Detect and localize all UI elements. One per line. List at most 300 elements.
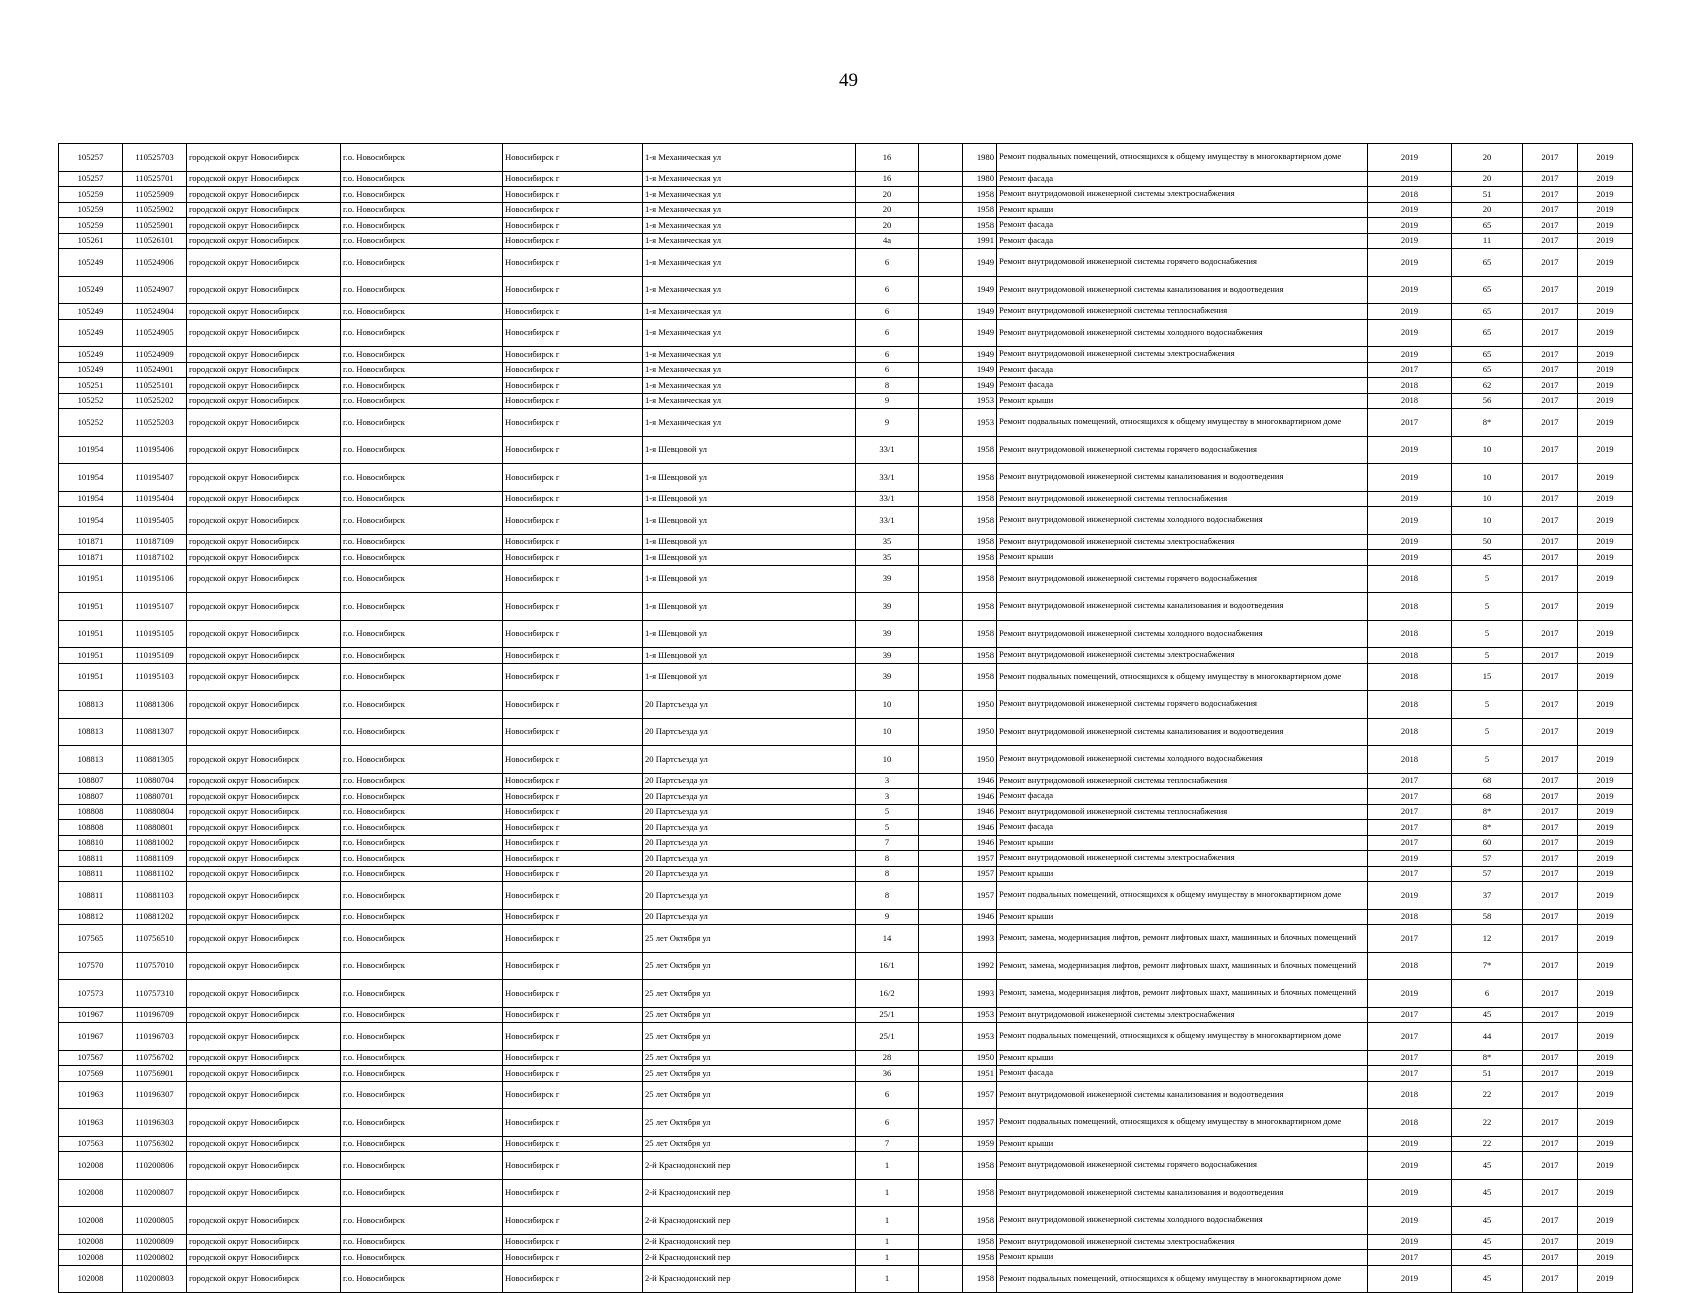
wear-percent-cell: 45	[1452, 1234, 1523, 1250]
street-cell: 1-я Шевцовой ул	[643, 491, 856, 507]
planned-year-cell: 2019	[1368, 1234, 1452, 1250]
build-year-cell: 1953	[963, 409, 997, 437]
building-cell	[919, 820, 963, 836]
locality-cell: Новосибирск г	[503, 534, 643, 550]
street-cell: 20 Партсъезда ул	[643, 691, 856, 719]
period-end-cell: 2019	[1578, 851, 1633, 867]
record-id-cell: 110525703	[123, 144, 187, 172]
work-type-cell: Ремонт внутридомовой инженерной системы горячего водоснабжения	[997, 565, 1368, 593]
table-row	[59, 249, 1633, 277]
house-id-cell: 105249	[59, 347, 123, 363]
record-id-cell: 110525101	[123, 378, 187, 394]
build-year-cell: 1958	[963, 187, 997, 203]
locality-cell: Новосибирск г	[503, 550, 643, 566]
street-cell: 1-я Механическая ул	[643, 304, 856, 320]
building-cell	[919, 746, 963, 774]
street-cell: 25 лет Октября ул	[643, 952, 856, 980]
record-id-cell: 110526101	[123, 233, 187, 249]
settlement-cell: г.о. Новосибирск	[341, 565, 503, 593]
planned-year-cell: 2017	[1368, 773, 1452, 789]
table-row	[59, 1265, 1633, 1293]
locality-cell: Новосибирск г	[503, 835, 643, 851]
house-id-cell: 108807	[59, 773, 123, 789]
period-end-cell: 2019	[1578, 1207, 1633, 1235]
municipal-district-cell: городской округ Новосибирск	[187, 187, 341, 203]
street-cell: 2-й Краснодонский пер	[643, 1250, 856, 1266]
work-type-cell: Ремонт внутридомовой инженерной системы электроснабжения	[997, 851, 1368, 867]
street-cell: 1-я Механическая ул	[643, 218, 856, 234]
period-end-cell: 2019	[1578, 187, 1633, 203]
building-cell	[919, 1066, 963, 1082]
locality-cell: Новосибирск г	[503, 249, 643, 277]
building-cell	[919, 866, 963, 882]
planned-year-cell: 2017	[1368, 835, 1452, 851]
work-type-cell: Ремонт фасада	[997, 378, 1368, 394]
build-year-cell: 1958	[963, 491, 997, 507]
work-type-cell: Ремонт внутридомовой инженерной системы теплоснабжения	[997, 491, 1368, 507]
house-number-cell: 16	[856, 144, 919, 172]
house-number-cell: 28	[856, 1050, 919, 1066]
work-type-cell: Ремонт подвальных помещений, относящихся к общему имуществу в многоквартирном доме	[997, 1265, 1368, 1293]
period-end-cell: 2019	[1578, 1023, 1633, 1051]
period-end-cell: 2019	[1578, 393, 1633, 409]
planned-year-cell: 2019	[1368, 144, 1452, 172]
municipal-district-cell: городской округ Новосибирск	[187, 718, 341, 746]
table-row	[59, 1234, 1633, 1250]
street-cell: 1-я Шевцовой ул	[643, 464, 856, 492]
house-id-cell: 102008	[59, 1179, 123, 1207]
building-cell	[919, 565, 963, 593]
work-type-cell: Ремонт, замена, модернизация лифтов, ремонт лифтовых шахт, машинных и блочных помещений	[997, 952, 1368, 980]
planned-year-cell: 2019	[1368, 249, 1452, 277]
building-cell	[919, 304, 963, 320]
wear-percent-cell: 22	[1452, 1136, 1523, 1152]
record-id-cell: 110200803	[123, 1265, 187, 1293]
wear-percent-cell: 8*	[1452, 820, 1523, 836]
record-id-cell: 110524907	[123, 276, 187, 304]
build-year-cell: 1953	[963, 1023, 997, 1051]
wear-percent-cell: 45	[1452, 1250, 1523, 1266]
municipal-district-cell: городской округ Новосибирск	[187, 202, 341, 218]
build-year-cell: 1958	[963, 218, 997, 234]
street-cell: 1-я Механическая ул	[643, 233, 856, 249]
locality-cell: Новосибирск г	[503, 820, 643, 836]
house-id-cell: 107573	[59, 980, 123, 1008]
house-id-cell: 108811	[59, 866, 123, 882]
build-year-cell: 1951	[963, 1066, 997, 1082]
table-row	[59, 1007, 1633, 1023]
period-end-cell: 2019	[1578, 464, 1633, 492]
wear-percent-cell: 5	[1452, 691, 1523, 719]
build-year-cell: 1957	[963, 882, 997, 910]
settlement-cell: г.о. Новосибирск	[341, 1109, 503, 1137]
house-number-cell: 10	[856, 746, 919, 774]
table-row	[59, 1152, 1633, 1180]
municipal-district-cell: городской округ Новосибирск	[187, 534, 341, 550]
locality-cell: Новосибирск г	[503, 464, 643, 492]
settlement-cell: г.о. Новосибирск	[341, 378, 503, 394]
build-year-cell: 1958	[963, 663, 997, 691]
house-number-cell: 1	[856, 1234, 919, 1250]
building-cell	[919, 550, 963, 566]
wear-percent-cell: 65	[1452, 249, 1523, 277]
table-row	[59, 593, 1633, 621]
house-number-cell: 20	[856, 218, 919, 234]
record-id-cell: 110880704	[123, 773, 187, 789]
settlement-cell: г.о. Новосибирск	[341, 1023, 503, 1051]
building-cell	[919, 1109, 963, 1137]
house-number-cell: 9	[856, 409, 919, 437]
record-id-cell: 110195107	[123, 593, 187, 621]
house-number-cell: 25/1	[856, 1007, 919, 1023]
locality-cell: Новосибирск г	[503, 1179, 643, 1207]
municipal-district-cell: городской округ Новосибирск	[187, 1179, 341, 1207]
period-start-cell: 2017	[1523, 980, 1578, 1008]
locality-cell: Новосибирск г	[503, 1109, 643, 1137]
planned-year-cell: 2019	[1368, 851, 1452, 867]
record-id-cell: 110881103	[123, 882, 187, 910]
street-cell: 1-я Шевцовой ул	[643, 436, 856, 464]
period-end-cell: 2019	[1578, 550, 1633, 566]
planned-year-cell: 2017	[1368, 1023, 1452, 1051]
street-cell: 25 лет Октября ул	[643, 925, 856, 953]
wear-percent-cell: 44	[1452, 1023, 1523, 1051]
table-row	[59, 952, 1633, 980]
building-cell	[919, 691, 963, 719]
work-type-cell: Ремонт, замена, модернизация лифтов, ремонт лифтовых шахт, машинных и блочных помещений	[997, 925, 1368, 953]
house-id-cell: 105249	[59, 249, 123, 277]
house-id-cell: 101871	[59, 550, 123, 566]
table-row	[59, 773, 1633, 789]
building-cell	[919, 1136, 963, 1152]
settlement-cell: г.о. Новосибирск	[341, 925, 503, 953]
planned-year-cell: 2017	[1368, 1250, 1452, 1266]
work-type-cell: Ремонт внутридомовой инженерной системы электроснабжения	[997, 1007, 1368, 1023]
record-id-cell: 110881202	[123, 909, 187, 925]
wear-percent-cell: 45	[1452, 1179, 1523, 1207]
settlement-cell: г.о. Новосибирск	[341, 171, 503, 187]
period-start-cell: 2017	[1523, 565, 1578, 593]
wear-percent-cell: 22	[1452, 1109, 1523, 1137]
work-type-cell: Ремонт внутридомовой инженерной системы горячего водоснабжения	[997, 1152, 1368, 1180]
settlement-cell: г.о. Новосибирск	[341, 1081, 503, 1109]
building-cell	[919, 1081, 963, 1109]
settlement-cell: г.о. Новосибирск	[341, 866, 503, 882]
table-row	[59, 663, 1633, 691]
settlement-cell: г.о. Новосибирск	[341, 233, 503, 249]
locality-cell: Новосибирск г	[503, 789, 643, 805]
record-id-cell: 110880804	[123, 804, 187, 820]
record-id-cell: 110525202	[123, 393, 187, 409]
settlement-cell: г.о. Новосибирск	[341, 820, 503, 836]
building-cell	[919, 534, 963, 550]
work-type-cell: Ремонт подвальных помещений, относящихся к общему имуществу в многоквартирном доме	[997, 1109, 1368, 1137]
building-cell	[919, 202, 963, 218]
period-start-cell: 2017	[1523, 464, 1578, 492]
locality-cell: Новосибирск г	[503, 233, 643, 249]
planned-year-cell: 2019	[1368, 534, 1452, 550]
build-year-cell: 1946	[963, 804, 997, 820]
table-row	[59, 1081, 1633, 1109]
house-number-cell: 25/1	[856, 1023, 919, 1051]
wear-percent-cell: 10	[1452, 464, 1523, 492]
table-row	[59, 276, 1633, 304]
locality-cell: Новосибирск г	[503, 409, 643, 437]
work-type-cell: Ремонт внутридомовой инженерной системы теплоснабжения	[997, 773, 1368, 789]
settlement-cell: г.о. Новосибирск	[341, 593, 503, 621]
build-year-cell: 1957	[963, 866, 997, 882]
locality-cell: Новосибирск г	[503, 1007, 643, 1023]
locality-cell: Новосибирск г	[503, 1023, 643, 1051]
record-id-cell: 110757010	[123, 952, 187, 980]
wear-percent-cell: 65	[1452, 218, 1523, 234]
record-id-cell: 110525902	[123, 202, 187, 218]
house-id-cell: 108811	[59, 851, 123, 867]
settlement-cell: г.о. Новосибирск	[341, 882, 503, 910]
locality-cell: Новосибирск г	[503, 319, 643, 347]
period-start-cell: 2017	[1523, 202, 1578, 218]
house-number-cell: 1	[856, 1207, 919, 1235]
record-id-cell: 110200806	[123, 1152, 187, 1180]
record-id-cell: 110756510	[123, 925, 187, 953]
period-end-cell: 2019	[1578, 534, 1633, 550]
building-cell	[919, 1207, 963, 1235]
settlement-cell: г.о. Новосибирск	[341, 1007, 503, 1023]
house-number-cell: 3	[856, 789, 919, 805]
period-end-cell: 2019	[1578, 347, 1633, 363]
record-id-cell: 110524901	[123, 362, 187, 378]
work-type-cell: Ремонт внутридомовой инженерной системы холодного водоснабжения	[997, 746, 1368, 774]
house-id-cell: 108811	[59, 882, 123, 910]
table-row	[59, 550, 1633, 566]
house-number-cell: 10	[856, 718, 919, 746]
settlement-cell: г.о. Новосибирск	[341, 1050, 503, 1066]
street-cell: 25 лет Октября ул	[643, 1109, 856, 1137]
settlement-cell: г.о. Новосибирск	[341, 436, 503, 464]
work-type-cell: Ремонт внутридомовой инженерной системы канализования и водоотведения	[997, 276, 1368, 304]
build-year-cell: 1992	[963, 952, 997, 980]
house-number-cell: 1	[856, 1250, 919, 1266]
locality-cell: Новосибирск г	[503, 882, 643, 910]
period-end-cell: 2019	[1578, 171, 1633, 187]
build-year-cell: 1980	[963, 171, 997, 187]
wear-percent-cell: 68	[1452, 773, 1523, 789]
settlement-cell: г.о. Новосибирск	[341, 534, 503, 550]
table-row	[59, 1136, 1633, 1152]
build-year-cell: 1949	[963, 304, 997, 320]
house-number-cell: 6	[856, 1081, 919, 1109]
work-type-cell: Ремонт фасада	[997, 233, 1368, 249]
wear-percent-cell: 5	[1452, 593, 1523, 621]
settlement-cell: г.о. Новосибирск	[341, 491, 503, 507]
municipal-district-cell: городской округ Новосибирск	[187, 593, 341, 621]
build-year-cell: 1949	[963, 319, 997, 347]
municipal-district-cell: городской округ Новосибирск	[187, 144, 341, 172]
record-id-cell: 110196703	[123, 1023, 187, 1051]
table-row	[59, 233, 1633, 249]
settlement-cell: г.о. Новосибирск	[341, 804, 503, 820]
settlement-cell: г.о. Новосибирск	[341, 550, 503, 566]
period-start-cell: 2017	[1523, 820, 1578, 836]
building-cell	[919, 1179, 963, 1207]
house-number-cell: 8	[856, 866, 919, 882]
period-start-cell: 2017	[1523, 593, 1578, 621]
build-year-cell: 1946	[963, 773, 997, 789]
planned-year-cell: 2019	[1368, 1265, 1452, 1293]
house-id-cell: 108810	[59, 835, 123, 851]
building-cell	[919, 620, 963, 648]
municipal-district-cell: городской округ Новосибирск	[187, 909, 341, 925]
record-id-cell: 110196709	[123, 1007, 187, 1023]
wear-percent-cell: 65	[1452, 362, 1523, 378]
planned-year-cell: 2018	[1368, 648, 1452, 664]
period-end-cell: 2019	[1578, 1007, 1633, 1023]
period-end-cell: 2019	[1578, 691, 1633, 719]
wear-percent-cell: 6	[1452, 980, 1523, 1008]
house-id-cell: 101951	[59, 620, 123, 648]
house-number-cell: 35	[856, 550, 919, 566]
street-cell: 1-я Механическая ул	[643, 362, 856, 378]
settlement-cell: г.о. Новосибирск	[341, 319, 503, 347]
street-cell: 1-я Шевцовой ул	[643, 534, 856, 550]
municipal-district-cell: городской округ Новосибирск	[187, 565, 341, 593]
build-year-cell: 1946	[963, 820, 997, 836]
table-row	[59, 1179, 1633, 1207]
locality-cell: Новосибирск г	[503, 347, 643, 363]
work-type-cell: Ремонт фасада	[997, 820, 1368, 836]
work-type-cell: Ремонт внутридомовой инженерной системы электроснабжения	[997, 648, 1368, 664]
build-year-cell: 1993	[963, 980, 997, 1008]
building-cell	[919, 491, 963, 507]
house-id-cell: 101954	[59, 491, 123, 507]
record-id-cell: 110881002	[123, 835, 187, 851]
period-start-cell: 2017	[1523, 362, 1578, 378]
municipal-district-cell: городской округ Новосибирск	[187, 691, 341, 719]
planned-year-cell: 2017	[1368, 409, 1452, 437]
settlement-cell: г.о. Новосибирск	[341, 1265, 503, 1293]
municipal-district-cell: городской округ Новосибирск	[187, 171, 341, 187]
settlement-cell: г.о. Новосибирск	[341, 620, 503, 648]
record-id-cell: 110881109	[123, 851, 187, 867]
settlement-cell: г.о. Новосибирск	[341, 663, 503, 691]
build-year-cell: 1949	[963, 378, 997, 394]
build-year-cell: 1980	[963, 144, 997, 172]
locality-cell: Новосибирск г	[503, 171, 643, 187]
house-id-cell: 101951	[59, 565, 123, 593]
period-end-cell: 2019	[1578, 773, 1633, 789]
period-start-cell: 2017	[1523, 663, 1578, 691]
build-year-cell: 1958	[963, 1207, 997, 1235]
building-cell	[919, 1152, 963, 1180]
locality-cell: Новосибирск г	[503, 1081, 643, 1109]
work-type-cell: Ремонт внутридомовой инженерной системы горячего водоснабжения	[997, 436, 1368, 464]
house-id-cell: 101951	[59, 663, 123, 691]
house-number-cell: 3	[856, 773, 919, 789]
table-row	[59, 393, 1633, 409]
work-type-cell: Ремонт внутридомовой инженерной системы холодного водоснабжения	[997, 507, 1368, 535]
locality-cell: Новосибирск г	[503, 144, 643, 172]
record-id-cell: 110881306	[123, 691, 187, 719]
planned-year-cell: 2019	[1368, 319, 1452, 347]
record-id-cell: 110525901	[123, 218, 187, 234]
period-start-cell: 2017	[1523, 718, 1578, 746]
wear-percent-cell: 45	[1452, 550, 1523, 566]
street-cell: 1-я Шевцовой ул	[643, 550, 856, 566]
house-id-cell: 108812	[59, 909, 123, 925]
locality-cell: Новосибирск г	[503, 909, 643, 925]
period-start-cell: 2017	[1523, 1265, 1578, 1293]
house-id-cell: 105252	[59, 409, 123, 437]
wear-percent-cell: 20	[1452, 171, 1523, 187]
period-end-cell: 2019	[1578, 804, 1633, 820]
period-start-cell: 2017	[1523, 882, 1578, 910]
planned-year-cell: 2017	[1368, 925, 1452, 953]
period-end-cell: 2019	[1578, 144, 1633, 172]
planned-year-cell: 2018	[1368, 952, 1452, 980]
record-id-cell: 110524904	[123, 304, 187, 320]
period-end-cell: 2019	[1578, 593, 1633, 621]
period-start-cell: 2017	[1523, 835, 1578, 851]
house-id-cell: 105251	[59, 378, 123, 394]
building-cell	[919, 362, 963, 378]
municipal-district-cell: городской округ Новосибирск	[187, 746, 341, 774]
locality-cell: Новосибирск г	[503, 952, 643, 980]
house-number-cell: 6	[856, 304, 919, 320]
house-number-cell: 35	[856, 534, 919, 550]
house-number-cell: 20	[856, 202, 919, 218]
street-cell: 20 Партсъезда ул	[643, 746, 856, 774]
period-end-cell: 2019	[1578, 304, 1633, 320]
house-number-cell: 8	[856, 851, 919, 867]
street-cell: 2-й Краснодонский пер	[643, 1265, 856, 1293]
wear-percent-cell: 68	[1452, 789, 1523, 805]
house-number-cell: 36	[856, 1066, 919, 1082]
period-end-cell: 2019	[1578, 276, 1633, 304]
settlement-cell: г.о. Новосибирск	[341, 1136, 503, 1152]
period-end-cell: 2019	[1578, 925, 1633, 953]
wear-percent-cell: 10	[1452, 436, 1523, 464]
planned-year-cell: 2017	[1368, 1050, 1452, 1066]
locality-cell: Новосибирск г	[503, 1265, 643, 1293]
settlement-cell: г.о. Новосибирск	[341, 464, 503, 492]
record-id-cell: 110200802	[123, 1250, 187, 1266]
settlement-cell: г.о. Новосибирск	[341, 980, 503, 1008]
record-id-cell: 110881102	[123, 866, 187, 882]
locality-cell: Новосибирск г	[503, 218, 643, 234]
street-cell: 1-я Механическая ул	[643, 347, 856, 363]
street-cell: 1-я Механическая ул	[643, 393, 856, 409]
period-end-cell: 2019	[1578, 202, 1633, 218]
settlement-cell: г.о. Новосибирск	[341, 409, 503, 437]
house-number-cell: 33/1	[856, 436, 919, 464]
municipal-district-cell: городской округ Новосибирск	[187, 1050, 341, 1066]
house-id-cell: 101967	[59, 1007, 123, 1023]
wear-percent-cell: 45	[1452, 1207, 1523, 1235]
work-type-cell: Ремонт внутридомовой инженерной системы электроснабжения	[997, 534, 1368, 550]
table-row	[59, 1207, 1633, 1235]
settlement-cell: г.о. Новосибирск	[341, 218, 503, 234]
house-number-cell: 39	[856, 565, 919, 593]
planned-year-cell: 2019	[1368, 347, 1452, 363]
street-cell: 20 Партсъезда ул	[643, 789, 856, 805]
wear-percent-cell: 11	[1452, 233, 1523, 249]
wear-percent-cell: 56	[1452, 393, 1523, 409]
settlement-cell: г.о. Новосибирск	[341, 1234, 503, 1250]
record-id-cell: 110196303	[123, 1109, 187, 1137]
build-year-cell: 1949	[963, 347, 997, 363]
build-year-cell: 1958	[963, 648, 997, 664]
wear-percent-cell: 51	[1452, 1066, 1523, 1082]
